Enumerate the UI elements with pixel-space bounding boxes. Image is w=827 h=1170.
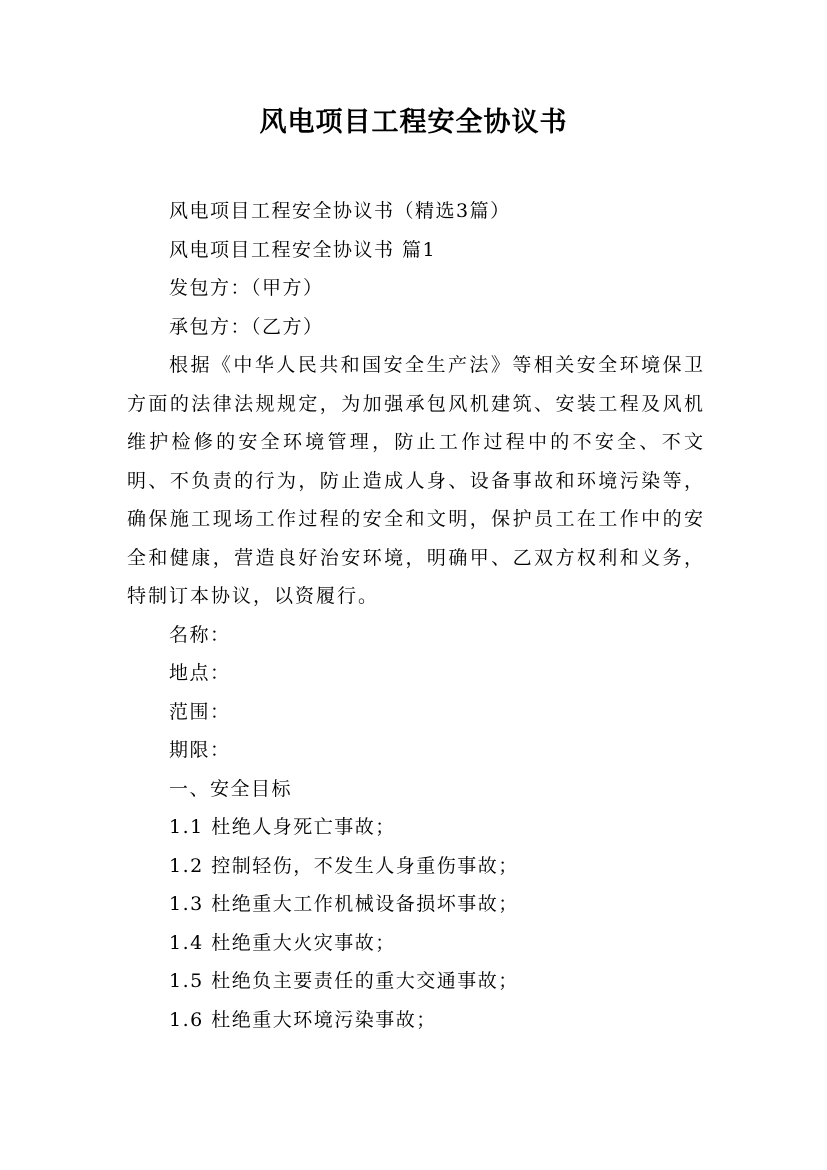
goal-item: 1.6 杜绝重大环境污染事故； [169, 1008, 437, 1031]
goal-item: 1.4 杜绝重大火灾事故； [169, 931, 396, 954]
field-term: 期限： [169, 739, 231, 761]
field-scope: 范围： [169, 700, 231, 723]
field-name: 名称： [169, 623, 231, 646]
subtitle-line: 风电项目工程安全协议书（精选3篇） [169, 200, 511, 222]
section-heading: 风电项目工程安全协议书 篇1 [169, 238, 437, 261]
goal-item: 1.5 杜绝负主要责任的重大交通事故； [169, 970, 519, 992]
field-location: 地点： [169, 662, 231, 684]
goal-item: 1.1 杜绝人身死亡事故； [169, 816, 396, 838]
preamble-paragraph: 根据《中华人民共和国安全生产法》等相关安全环境保卫方面的法律法规规定，为加强承包风机建筑、安装工程及风机维护检修的安全环境管理，防止工作过程中的不安全、不文明、不负责的行为，防止造成人身、设备事故和环境污染等，确保施工现场工作过程的安全和文明，保护员工在工作中的安全和健康，营造良好治安环境，明确甲、乙双方权利和义务，特制订本协议，以资履行。 [127, 354, 705, 607]
section-one-heading: 一、安全目标 [169, 777, 293, 800]
party-b-line: 承包方：（乙方） [169, 315, 324, 338]
party-a-line: 发包方：（甲方） [169, 277, 324, 299]
goal-item: 1.3 杜绝重大工作机械设备损坏事故； [169, 893, 519, 915]
document-body [127, 192, 705, 1039]
document-title: 风电项目工程安全协议书 [259, 107, 568, 138]
goal-item: 1.2 控制轻伤，不发生人身重伤事故； [169, 854, 519, 877]
